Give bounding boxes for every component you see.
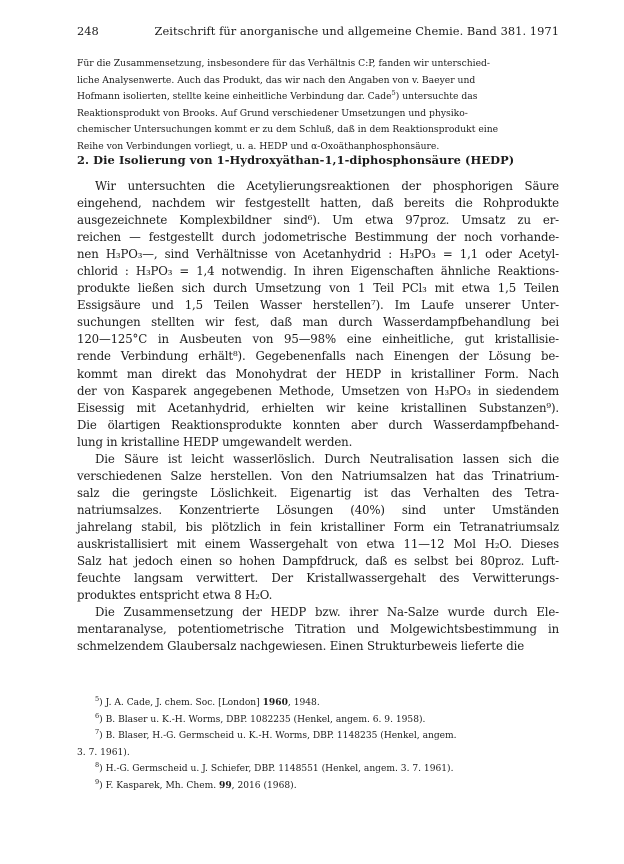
text-line: rende Verbindung erhält⁸). Gegebenenfalls nach Einengen der Lösung be- — [77, 349, 559, 364]
text-line: suchungen stellten wir fest, daß man durch Wasserdampfbehandlung bei — [77, 315, 559, 330]
text-line: Wir untersuchten die Acetylierungsreaktionen der phosphorigen Säure — [95, 179, 559, 193]
footnote-number: 6 — [95, 711, 100, 720]
intro-line: Hofmann isolierten, stellte keine einheitliche Verbindung dar. Cade$^5$) untersuchte das — [77, 88, 478, 102]
text-line: kommt man direkt das Monohydrat der HEDP in kristalliner Form. Nach — [77, 366, 559, 381]
paragraph-1 — [77, 178, 559, 451]
text-line: feuchte langsam verwittert. Der Kristallwassergehalt des Verwitterungs- — [77, 571, 559, 586]
body-text — [77, 178, 559, 655]
intro-line: Reaktionsprodukt von Brooks. Auf Grund verschiedener Umsetzungen und physiko- — [77, 107, 468, 119]
text-line: Die ölartigen Reaktionsprodukte konnten aber durch Wasserdampfbehand- — [77, 417, 559, 432]
footnote-volume: 1960 — [262, 697, 288, 708]
paragraph-3 — [77, 604, 559, 655]
intro-line: Für die Zusammensetzung, insbesondere für das Verhältnis C:P, fanden wir unterschied- — [77, 58, 491, 69]
page-number: 248 — [77, 24, 99, 38]
journal-title: Zeitschrift für anorganische und allgemeine Chemie. Band 381. 1971 — [154, 24, 559, 38]
footnote: $^5$) J. A. Cade, J. chem. Soc. [London] 1960, 1948. — [95, 694, 320, 708]
text-line: Die Zusammensetzung der HEDP bzw. ihrer Na-Salze wurde durch Ele- — [95, 605, 559, 620]
footnote-text: H.-G. Germscheid u. J. Schiefer, DBP. 1148551 (Henkel, angem. 3. 7. 1961). — [105, 764, 454, 774]
paragraph-2 — [77, 451, 559, 604]
text-line: eingehend, nachdem wir festgestellt hatten, daß bereits die Rohprodukte — [77, 196, 559, 211]
footnote-number: 7 — [95, 727, 100, 736]
intro-line: Reihe von Verbindungen vorliegt, u. a. HEDP und α-Oxoäthanphosphonsäure. — [77, 140, 440, 152]
footnote: $^6$) B. Blaser u. K.-H. Worms, DBP. 1082235 (Henkel, angem. 6. 9. 1958). — [95, 711, 426, 725]
section-heading: 2. Die Isolierung von 1-Hydroxyäthan-1,1-diphosphonsäure (HEDP) — [77, 153, 515, 167]
footnote: $^9$) F. Kasparek, Mh. Chem. 99, 2016 (1968). — [95, 777, 297, 791]
text-line: 120—125°C in Ausbeuten von 95—98% eine einheitliche, gut kristallisie- — [77, 332, 559, 347]
text-line: nen H₃PO₃—, sind Verhältnisse von Acetanhydrid : H₃PO₃ = 1,1 oder Acetyl- — [77, 247, 559, 262]
running-header — [77, 24, 559, 40]
footnote-text: , 1948. — [287, 698, 320, 708]
footnote-text: J. A. Cade, J. chem. Soc. [London] — [105, 698, 263, 708]
footnote-continuation: 3. 7. 1961). — [77, 747, 130, 758]
footnote-text: B. Blaser u. K.-H. Worms, DBP. 1082235 (Henkel, angem. 6. 9. 1958). — [105, 714, 426, 725]
intro-line: liche Analysenwerte. Auch das Produkt, das wir nach den Angaben von v. Baeyer und — [77, 74, 476, 86]
text-line: chlorid : H₃PO₃ = 1,4 notwendig. In ihren Eigenschaften ähnliche Reaktions- — [77, 264, 559, 279]
text-line: Die Säure ist leicht wasserlöslich. Durch Neutralisation lassen sich die — [95, 451, 559, 466]
footnotes — [77, 695, 559, 794]
footnote-number: 5 — [95, 694, 100, 703]
text-line: Essigsäure und 1,5 Teilen Wasser herstellen⁷). Im Laufe unserer Unter- — [77, 298, 559, 313]
footnote: $^7$) B. Blaser, H.-G. Germscheid u. K.-H. Worms, DBP. 1148235 (Henkel, angem. — [95, 727, 457, 741]
text-line: jahrelang stabil, bis plötzlich in fein kristalliner Form ein Tetranatriumsalz — [77, 519, 559, 534]
text-line: natriumsalzes. Konzentrierte Lösungen (40%) sind unter Umständen — [77, 502, 559, 517]
text-line: lung in kristalline HEDP umgewandelt werden. — [77, 434, 353, 449]
text-line: reichen — festgestellt durch jodometrische Bestimmung der noch vorhande- — [77, 230, 559, 245]
text-line: der von Kasparek angegebenen Methode, Umsetzen von H₃PO₃ in siedendem — [77, 383, 559, 398]
text-line: auskristallisiert mit einem Wassergehalt von etwa 11—12 Mol H₂O. Dieses — [77, 536, 559, 551]
footnote: $^8$) H.-G. Germscheid u. J. Schiefer, DBP. 1148551 (Henkel, angem. 3. 7. 1961). — [95, 760, 454, 774]
intro-line: chemischer Untersuchungen kommt er zu dem Schluß, daß in dem Reaktionsprodukt eine — [77, 124, 499, 135]
text-line: schmelzendem Glaubersalz nachgewiesen. Einen Strukturbeweis lieferte die — [77, 639, 524, 654]
footnote-text: F. Kasparek, Mh. Chem. — [105, 780, 219, 791]
text-line: salz die geringste Löslichkeit. Eigenartig ist das Verhalten des Tetra- — [77, 485, 559, 500]
footnote-volume: 99 — [219, 779, 232, 791]
footnote-ref: 5 — [391, 88, 396, 97]
text-line: mentaranalyse, potentiometrische Titration und Molgewichtsbestimmung in — [77, 622, 559, 637]
footnote-text: , 2016 (1968). — [231, 780, 297, 791]
text-line: ausgezeichnete Komplexbildner sind⁶). Um etwa 97proz. Umsatz zu er- — [77, 213, 559, 228]
text-line: produktes entspricht etwa 8 H₂O. — [77, 588, 273, 603]
footnote-number: 8 — [95, 760, 100, 769]
text-line: Salz hat jedoch einen so hohen Dampfdruck, daß es selbst bei 80proz. Luft- — [77, 554, 559, 569]
text-line: produkte ließen sich durch Umsetzung von 1 Teil PCl₃ mit etwa 1,5 Teilen — [77, 281, 559, 296]
footnote-text: B. Blaser, H.-G. Germscheid u. K.-H. Worms, DBP. 1148235 (Henkel, angem. — [105, 731, 457, 741]
text-line: Eisessig mit Acetanhydrid, erhielten wir keine kristallinen Substanzen⁹). — [77, 400, 559, 415]
intro-paragraph — [77, 56, 559, 155]
text-line: verschiedenen Salze herstellen. Von den Natriumsalzen hat das Trinatrium- — [77, 468, 559, 483]
footnote-number: 9 — [95, 777, 100, 786]
